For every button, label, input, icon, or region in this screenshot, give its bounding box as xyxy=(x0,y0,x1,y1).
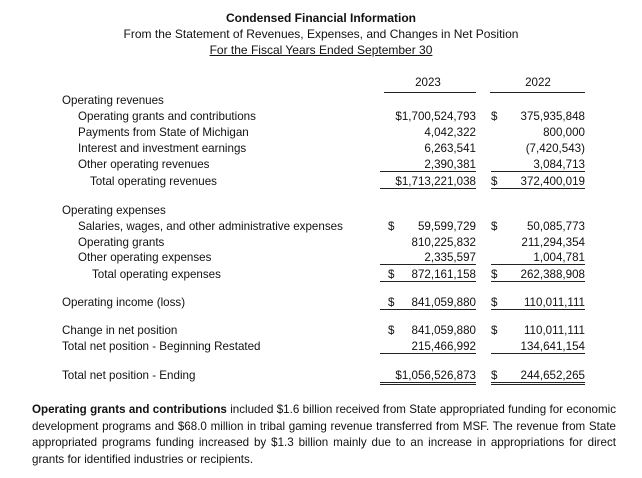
value-2023: 6,263,541 xyxy=(424,142,476,155)
ending-label: Total net position - Ending xyxy=(62,369,196,382)
total-2023: $1,713,221,038 xyxy=(380,175,476,189)
value-2022: 50,085,773 xyxy=(526,220,585,233)
dollar-sign: $ xyxy=(491,220,498,233)
operating-income-label: Operating income (loss) xyxy=(62,296,186,309)
change-2023-cell xyxy=(380,324,476,337)
row-label: Salaries, wages, and other administrative expenses xyxy=(78,220,343,233)
change-2022: 110,011,111 xyxy=(523,324,585,337)
value-2023: $1,700,524,793 xyxy=(395,110,476,123)
column-header-rule-2023 xyxy=(384,92,476,93)
row-label: Other operating revenues xyxy=(78,158,210,171)
dollar-sign: $ xyxy=(491,268,498,281)
value-2022: 3,084,713 xyxy=(491,158,585,172)
dollar-sign: $ xyxy=(491,110,498,123)
value-2023-cell xyxy=(380,220,476,233)
note-text: included $1.6 billion received from State appropriated funding for economic development programs and $68.0 million in tribal gaming revenue transferred from MSF. The revenue from State appropriated programs funding increased by $1.3 billion mainly due to an increase in appropriations for direct grants for identified industries or recipients. xyxy=(32,403,616,466)
dollar-sign: $ xyxy=(388,296,395,309)
ending-2022-cell xyxy=(491,369,585,385)
change-2022-cell xyxy=(491,324,585,337)
operating-income-2023: 841,059,880 xyxy=(411,296,476,309)
value-2022-cell xyxy=(491,220,585,233)
total-2022: 262,388,908 xyxy=(520,268,585,281)
value-2022: (7,420,543) xyxy=(525,142,585,155)
beginning-2022: 134,641,154 xyxy=(491,340,585,354)
report-period-text: For the Fiscal Years Ended September 30 xyxy=(209,43,433,57)
dollar-sign: $ xyxy=(491,324,498,337)
value-2023: 59,599,729 xyxy=(417,220,476,233)
operating-income-2023-cell xyxy=(380,296,476,310)
dollar-sign: $ xyxy=(388,220,395,233)
value-2023: 2,335,597 xyxy=(380,251,476,265)
value-2023: 4,042,322 xyxy=(424,126,476,139)
total-2023-cell xyxy=(380,268,476,282)
value-2023: 2,390,381 xyxy=(380,158,476,172)
total-label: Total operating revenues xyxy=(90,175,217,188)
section-heading-revenues: Operating revenues xyxy=(62,94,164,107)
value-2022: 1,004,781 xyxy=(491,251,585,265)
row-label: Payments from State of Michigan xyxy=(78,126,249,139)
report-period xyxy=(0,43,642,57)
change-2023: 841,059,880 xyxy=(411,324,476,337)
change-label: Change in net position xyxy=(62,324,178,337)
value-2022: 375,935,848 xyxy=(520,110,585,123)
section-heading-expenses: Operating expenses xyxy=(62,204,166,217)
report-title: Condensed Financial Information xyxy=(225,11,416,25)
dollar-sign: $ xyxy=(491,369,498,382)
dollar-sign: $ xyxy=(388,324,395,337)
operating-income-2022-cell xyxy=(491,296,585,310)
value-2022-cell xyxy=(491,110,585,123)
ending-2023: $1,056,526,873 xyxy=(380,369,476,385)
note-bold-lead: Operating grants and contributions xyxy=(32,403,227,416)
dollar-sign: $ xyxy=(491,175,498,188)
beginning-label: Total net position - Beginning Restated xyxy=(62,340,261,353)
operating-income-2022: 110,011,111 xyxy=(523,296,585,309)
value-2022: 211,294,354 xyxy=(521,236,585,249)
row-label: Other operating expenses xyxy=(78,251,212,264)
row-label: Operating grants xyxy=(78,236,165,249)
column-header-2023: 2023 xyxy=(415,76,441,89)
note-paragraph xyxy=(32,402,616,468)
total-2022-cell xyxy=(491,175,585,189)
beginning-2023: 215,466,992 xyxy=(380,340,476,354)
dollar-sign: $ xyxy=(388,268,395,281)
dollar-sign: $ xyxy=(491,296,498,309)
total-label: Total operating expenses xyxy=(92,268,221,281)
row-label: Operating grants and contributions xyxy=(78,110,256,123)
column-header-rule-2022 xyxy=(490,92,585,93)
value-2023: 810,225,832 xyxy=(411,236,476,249)
column-header-2022: 2022 xyxy=(525,76,551,89)
value-2022: 800,000 xyxy=(543,126,585,139)
total-2022: 372,400,019 xyxy=(520,175,585,188)
ending-2022: 244,652,265 xyxy=(520,369,585,382)
total-2023: 872,161,158 xyxy=(411,268,476,281)
report-subtitle: From the Statement of Revenues, Expenses, and Changes in Net Position xyxy=(123,27,519,41)
row-label: Interest and investment earnings xyxy=(78,142,247,155)
total-2022-cell xyxy=(491,268,585,282)
